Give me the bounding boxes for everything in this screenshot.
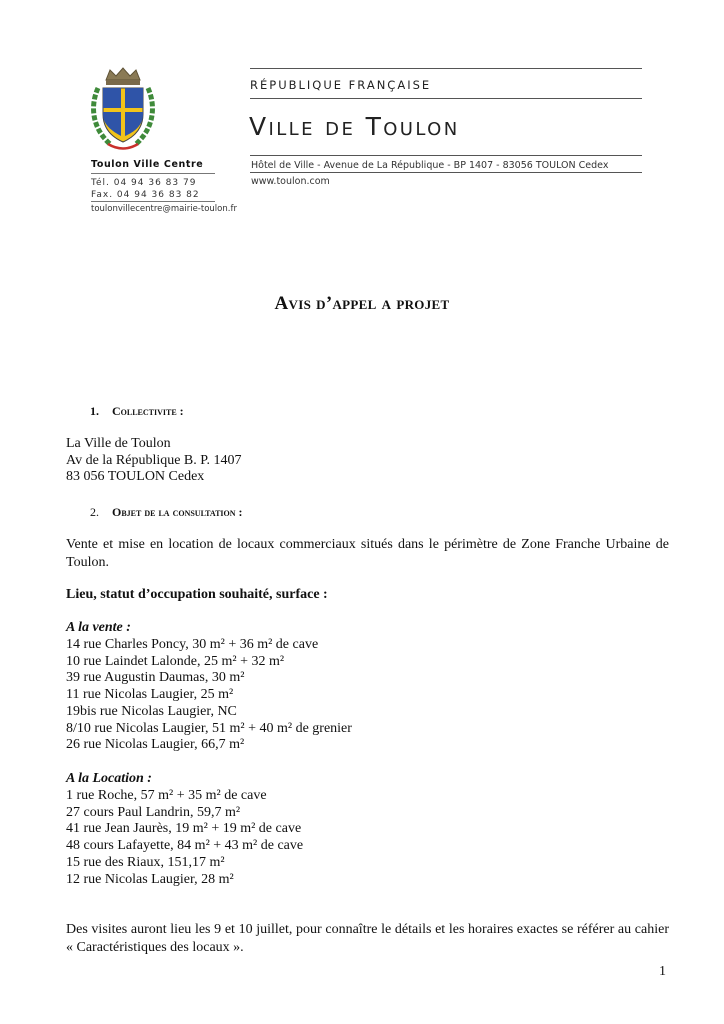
toulon-coat-of-arms-icon (88, 66, 158, 152)
fax-number: Fax. 04 94 36 83 82 (91, 190, 200, 200)
page-number: 1 (659, 964, 666, 979)
header-rule-top (250, 68, 642, 69)
list-item: 39 rue Augustin Daumas, 30 m² (66, 670, 245, 686)
list-item: 26 rue Nicolas Laugier, 66,7 m² (66, 737, 245, 753)
office-rule-2 (91, 201, 215, 202)
office-name: Toulon Ville Centre (91, 159, 204, 170)
list-item: 1 rue Roche, 57 m² + 35 m² de cave (66, 788, 267, 803)
list-item: 27 cours Paul Landrin, 59,7 m² (66, 804, 241, 820)
section-collectivite-heading (90, 404, 184, 419)
section-number: 2. (90, 505, 99, 519)
list-item: 8/10 rue Nicolas Laugier, 51 m² + 40 m² de grenier (66, 720, 352, 736)
list-item: 12 rue Nicolas Laugier, 28 m² (66, 871, 234, 887)
section-number: 1. (90, 404, 99, 418)
list-item: 48 cours Lafayette, 84 m² + 43 m² de cave (66, 838, 304, 854)
document-title: Avis d’appel a projet (274, 293, 450, 314)
lieu-heading: Lieu, statut d’occupation souhaité, surface : (66, 587, 328, 602)
office-rule-1 (91, 173, 215, 174)
section-heading-text: Objet de la consultation : (112, 505, 243, 519)
vente-list (66, 637, 352, 754)
address-line: 83 056 TOULON Cedex (66, 469, 205, 485)
objet-description: Vente et mise en location de locaux commerciaux situés dans le périmètre de Zone Franche Urbaine de Toulon. (66, 537, 669, 570)
visits-paragraph: Des visites auront lieu les 9 et 10 juillet, pour connaître le détails et les horaires exactes se référer au cahier « Caractéristiques des locaux ». (66, 922, 669, 955)
ville-de-toulon-title: Ville de Toulon (249, 112, 460, 141)
list-item: 11 rue Nicolas Laugier, 25 m² (66, 687, 234, 703)
address-line: La Ville de Toulon (66, 436, 171, 451)
header-rule-middle (250, 155, 642, 156)
collectivite-address (66, 436, 242, 486)
location-list (66, 788, 303, 888)
header-rule-upper (250, 98, 642, 99)
list-item: 15 rue des Riaux, 151,17 m² (66, 854, 225, 870)
list-item: 10 rue Laindet Lalonde, 25 m² + 32 m² (66, 653, 285, 669)
republique-label: RÉPUBLIQUE FRANÇAISE (250, 78, 432, 92)
header-rule-bottom (250, 172, 642, 173)
telephone-number: Tél. 04 94 36 83 79 (91, 178, 197, 188)
section-heading-text: Collectivite : (112, 404, 184, 418)
list-item: 19bis rue Nicolas Laugier, NC (66, 703, 237, 719)
location-heading: A la Location : (66, 771, 152, 786)
list-item: 41 rue Jean Jaurès, 19 m² + 19 m² de cave (66, 821, 302, 837)
hotel-de-ville-address: Hôtel de Ville - Avenue de La République - BP 1407 - 83056 TOULON Cedex (251, 160, 609, 171)
office-email[interactable]: toulonvillecentre@mairie-toulon.fr (91, 204, 237, 214)
section-objet-heading (90, 505, 243, 520)
vente-heading: A la vente : (66, 620, 131, 635)
address-line: Av de la République B. P. 1407 (66, 452, 242, 468)
website-link[interactable]: www.toulon.com (251, 176, 330, 187)
list-item: 14 rue Charles Poncy, 30 m² + 36 m² de cave (66, 637, 319, 652)
